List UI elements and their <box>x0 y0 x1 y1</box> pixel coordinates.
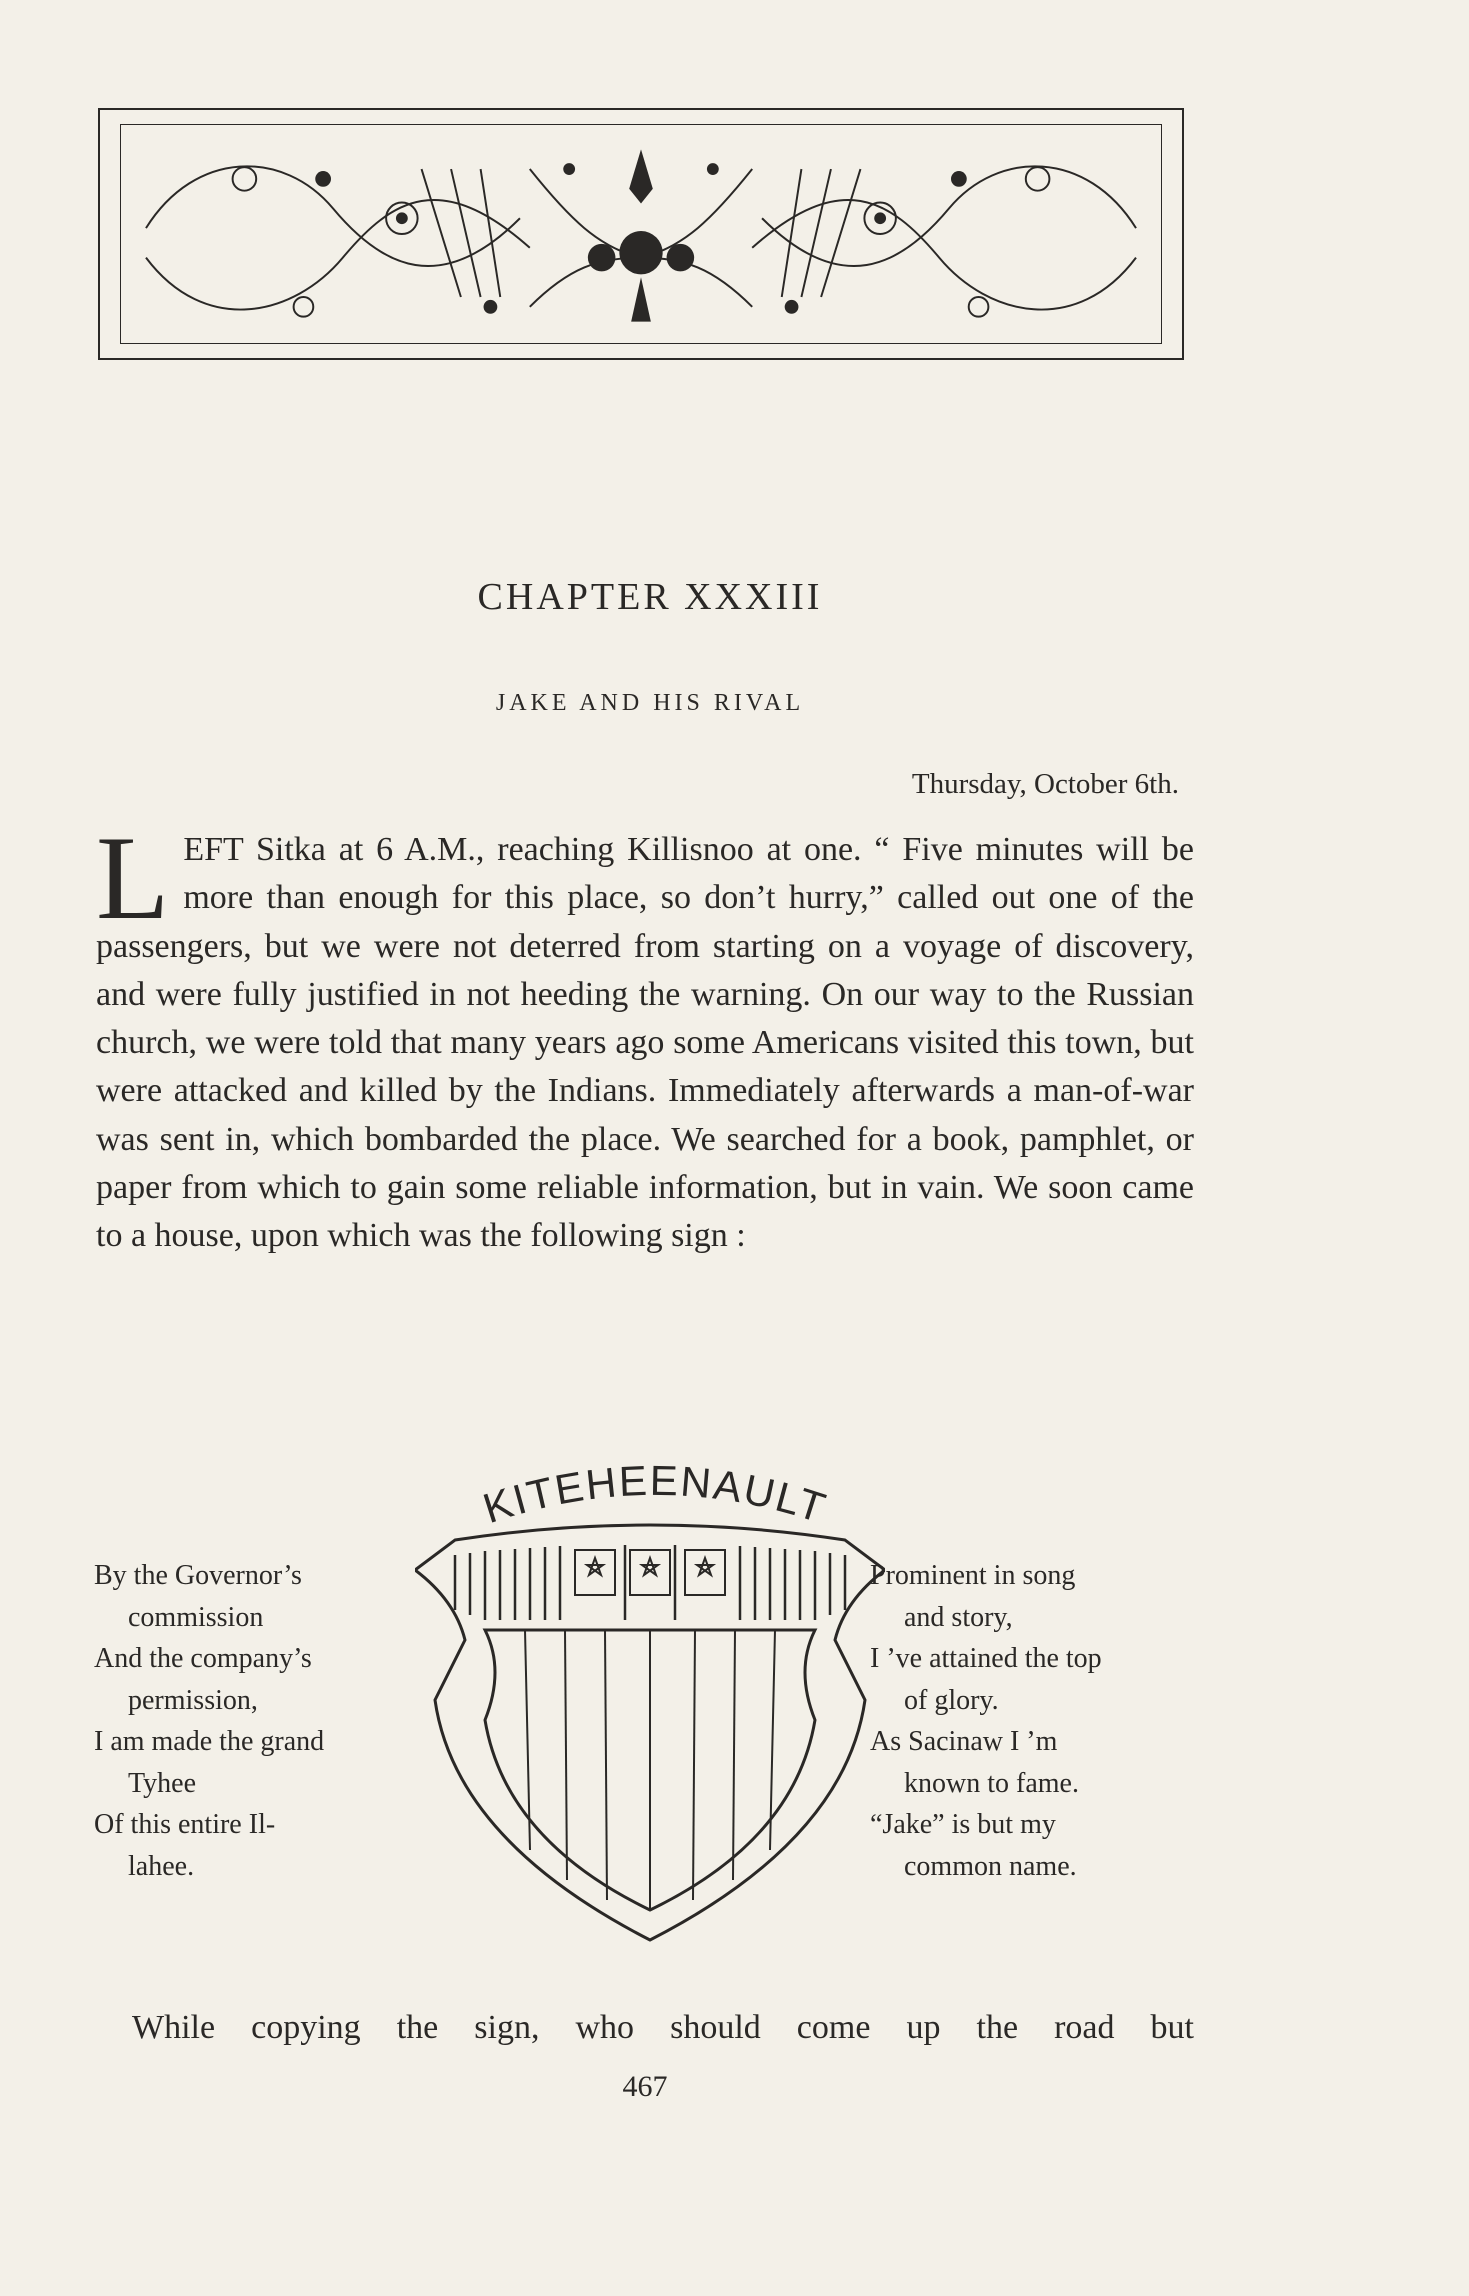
chapter-subtitle: JAKE AND HIS RIVAL <box>495 690 805 716</box>
verse-left-line: And the company’s <box>94 1643 312 1674</box>
verse-right-line: known to fame. <box>904 1767 1079 1799</box>
verse-right-line: of glory. <box>904 1684 999 1716</box>
page-number: 467 <box>622 2070 668 2103</box>
verse-left-line: By the Governor’s <box>94 1560 302 1591</box>
body-paragraph-text: EFT Sitka at 6 A.M., reaching Killisnoo at one. “ Five minutes will be more than enough for this place, so don’t hurry,” called out one of the passengers, but we were not deterred from starting on a voyage of discovery, and were fully justified in not heeding the warning. On our way to the Russian church, we were told that many years ago some Americans visited this town, but were attacked and killed by the Indians. Immediately afterwards a man-of-war was sent in, which bombarded the place. We searched for a book, pamphlet, or paper from which to gain some reliable information, but in vain. We soon came to a house, upon which was the following sign : <box>96 831 1194 1255</box>
verse-right-line: “Jake” is but my <box>870 1809 1056 1840</box>
verse-right-line: common name. <box>904 1850 1077 1882</box>
verse-left-line: Tyhee <box>128 1767 197 1799</box>
verse-right-line: and story, <box>904 1601 1013 1633</box>
drop-cap: L <box>96 811 170 944</box>
sign-verse-right <box>870 1555 1200 1887</box>
verse-right-line: Prominent in song <box>870 1560 1076 1591</box>
verse-left-line: commission <box>128 1601 264 1633</box>
verse-right-line: As Sacinaw I ’m <box>870 1726 1058 1757</box>
body-paragraph <box>96 811 1194 1261</box>
ornamental-scroll-pattern <box>100 110 1182 358</box>
ornamental-header-band <box>98 108 1184 360</box>
verse-left-line: lahee. <box>128 1850 195 1882</box>
verse-left-line: permission, <box>128 1684 258 1716</box>
chapter-title: CHAPTER XXXIII <box>477 576 823 618</box>
verse-left-line: Of this entire Il- <box>94 1809 276 1840</box>
date-line: Thursday, October 6th. <box>911 768 1179 800</box>
sign-verse-left <box>94 1555 424 1887</box>
verse-right-line: I ’ve attained the top <box>870 1643 1102 1674</box>
shield-icon <box>415 1520 885 1950</box>
closing-line: While copying the sign, who should come up the road but <box>132 2009 1194 2046</box>
verse-left-line: I am made the grand <box>94 1726 325 1757</box>
sign-title-text: KITEHEENAULT <box>477 1456 833 1533</box>
